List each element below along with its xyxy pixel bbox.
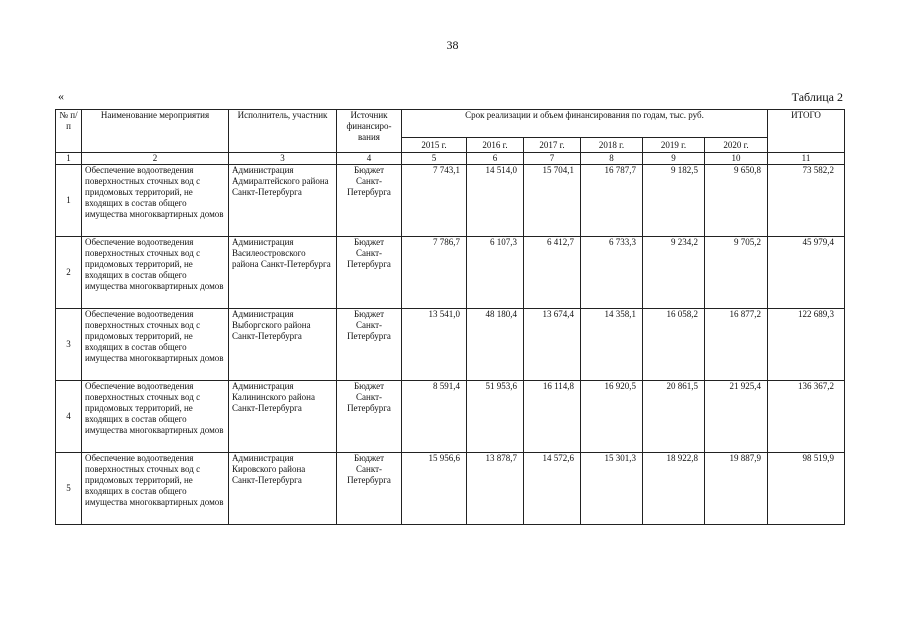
executor: Администрация Кировского района Санкт-Петербурга bbox=[229, 453, 337, 525]
column-number: 6 bbox=[467, 153, 524, 165]
year-value: 16 058,2 bbox=[643, 309, 705, 381]
year-value: 14 514,0 bbox=[467, 165, 524, 237]
year-value: 16 877,2 bbox=[705, 309, 768, 381]
row-number: 1 bbox=[56, 165, 82, 237]
year-value: 6 412,7 bbox=[524, 237, 581, 309]
executor: Администрация Василеостровского района Санкт-Петербурга bbox=[229, 237, 337, 309]
header-source: Источник финансиро-вания bbox=[337, 110, 402, 153]
page-number: 38 bbox=[446, 38, 459, 52]
row-total: 45 979,4 bbox=[768, 237, 845, 309]
header-executor: Исполнитель, участник bbox=[229, 110, 337, 153]
executor: Администрация Выборгского района Санкт-Петербурга bbox=[229, 309, 337, 381]
year-value: 16 920,5 bbox=[581, 381, 643, 453]
table-row bbox=[56, 237, 845, 309]
column-number: 11 bbox=[768, 153, 845, 165]
year-value: 13 541,0 bbox=[402, 309, 467, 381]
executor: Администрация Адмиралтейского района Санкт-Петербурга bbox=[229, 165, 337, 237]
financing-table bbox=[55, 109, 845, 525]
row-number: 4 bbox=[56, 381, 82, 453]
column-number: 8 bbox=[581, 153, 643, 165]
column-number: 7 bbox=[524, 153, 581, 165]
header-year: 2019 г. bbox=[643, 138, 705, 153]
measure-name: Обеспечение водоотведения поверхностных сточных вод с придомовых территорий, не входящих в состав общего имущества многоквартирных домов bbox=[82, 309, 229, 381]
funding-source: Бюджет Санкт-Петербурга bbox=[337, 165, 402, 237]
year-value: 15 704,1 bbox=[524, 165, 581, 237]
measure-name: Обеспечение водоотведения поверхностных сточных вод с придомовых территорий, не входящих в состав общего имущества многоквартирных домов bbox=[82, 237, 229, 309]
year-value: 15 956,6 bbox=[402, 453, 467, 525]
header-year: 2020 г. bbox=[705, 138, 768, 153]
year-value: 9 650,8 bbox=[705, 165, 768, 237]
column-number: 4 bbox=[337, 153, 402, 165]
row-number: 2 bbox=[56, 237, 82, 309]
year-value: 15 301,3 bbox=[581, 453, 643, 525]
year-value: 8 591,4 bbox=[402, 381, 467, 453]
table-row bbox=[56, 165, 845, 237]
executor: Администрация Калининского района Санкт-Петербурга bbox=[229, 381, 337, 453]
year-value: 20 861,5 bbox=[643, 381, 705, 453]
header-year: 2017 г. bbox=[524, 138, 581, 153]
year-value: 6 107,3 bbox=[467, 237, 524, 309]
column-number-row bbox=[56, 153, 845, 165]
year-value: 9 705,2 bbox=[705, 237, 768, 309]
header-num: № п/п bbox=[56, 110, 82, 153]
row-total: 73 582,2 bbox=[768, 165, 845, 237]
funding-source: Бюджет Санкт-Петербурга bbox=[337, 381, 402, 453]
column-number: 9 bbox=[643, 153, 705, 165]
row-number: 5 bbox=[56, 453, 82, 525]
year-value: 7 786,7 bbox=[402, 237, 467, 309]
year-value: 51 953,6 bbox=[467, 381, 524, 453]
header-name: Наименование мероприятия bbox=[82, 110, 229, 153]
measure-name: Обеспечение водоотведения поверхностных сточных вод с придомовых территорий, не входящих в состав общего имущества многоквартирных домов bbox=[82, 165, 229, 237]
opening-quote-mark: « bbox=[58, 89, 64, 103]
funding-source: Бюджет Санкт-Петербурга bbox=[337, 453, 402, 525]
table-row bbox=[56, 309, 845, 381]
column-number: 3 bbox=[229, 153, 337, 165]
year-value: 21 925,4 bbox=[705, 381, 768, 453]
year-value: 9 234,2 bbox=[643, 237, 705, 309]
year-value: 13 878,7 bbox=[467, 453, 524, 525]
measure-name: Обеспечение водоотведения поверхностных сточных вод с придомовых территорий, не входящих в состав общего имущества многоквартирных домов bbox=[82, 381, 229, 453]
year-value: 14 572,6 bbox=[524, 453, 581, 525]
row-total: 98 519,9 bbox=[768, 453, 845, 525]
header-year: 2016 г. bbox=[467, 138, 524, 153]
row-total: 122 689,3 bbox=[768, 309, 845, 381]
column-number: 1 bbox=[56, 153, 82, 165]
header-period: Срок реализации и объем финансирования по годам, тыс. руб. bbox=[402, 110, 768, 138]
header-year: 2015 г. bbox=[402, 138, 467, 153]
year-value: 18 922,8 bbox=[643, 453, 705, 525]
year-value: 6 733,3 bbox=[581, 237, 643, 309]
header-year: 2018 г. bbox=[581, 138, 643, 153]
measure-name: Обеспечение водоотведения поверхностных сточных вод с придомовых территорий, не входящих в состав общего имущества многоквартирных домов bbox=[82, 453, 229, 525]
row-number: 3 bbox=[56, 309, 82, 381]
year-value: 16 114,8 bbox=[524, 381, 581, 453]
year-value: 7 743,1 bbox=[402, 165, 467, 237]
table-caption: Таблица 2 bbox=[791, 90, 843, 104]
year-value: 19 887,9 bbox=[705, 453, 768, 525]
column-number: 10 bbox=[705, 153, 768, 165]
year-value: 48 180,4 bbox=[467, 309, 524, 381]
year-value: 13 674,4 bbox=[524, 309, 581, 381]
table-row bbox=[56, 453, 845, 525]
header-total: ИТОГО bbox=[768, 110, 845, 153]
column-number: 5 bbox=[402, 153, 467, 165]
table-row bbox=[56, 381, 845, 453]
funding-source: Бюджет Санкт-Петербурга bbox=[337, 309, 402, 381]
column-number: 2 bbox=[82, 153, 229, 165]
year-value: 14 358,1 bbox=[581, 309, 643, 381]
funding-source: Бюджет Санкт-Петербурга bbox=[337, 237, 402, 309]
year-value: 16 787,7 bbox=[581, 165, 643, 237]
year-value: 9 182,5 bbox=[643, 165, 705, 237]
row-total: 136 367,2 bbox=[768, 381, 845, 453]
